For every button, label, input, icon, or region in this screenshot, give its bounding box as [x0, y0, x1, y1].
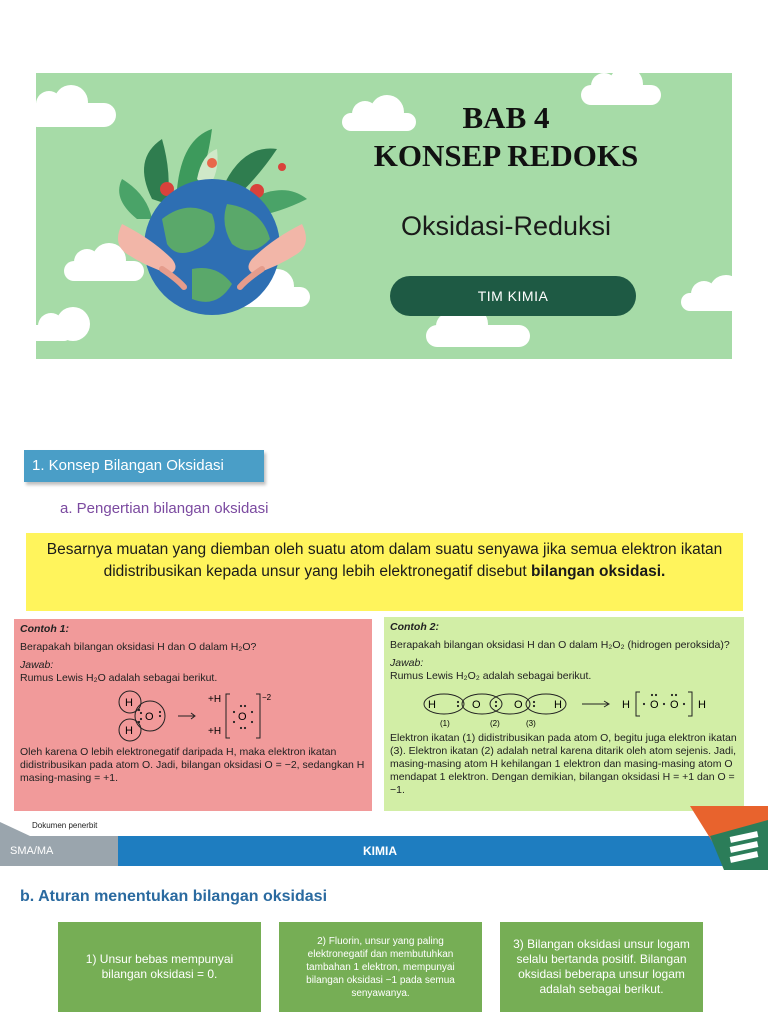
svg-text:O: O — [472, 699, 481, 711]
chapter-title — [326, 99, 686, 175]
footer-corner-decoration — [0, 812, 70, 836]
svg-text:(1): (1) — [440, 719, 450, 728]
rule-1-text: 1) Unsur bebas mempunyai bilangan oksidasi = 0. — [85, 952, 234, 981]
example-1-question: Berapakah bilangan oksidasi H dan O dalam H₂O? — [20, 641, 257, 653]
example-1-answer-label: Jawab: — [20, 659, 54, 671]
cloud-decoration — [426, 325, 530, 347]
rule-card-1 — [58, 922, 261, 1012]
example-2-answer-label: Jawab: — [390, 657, 424, 669]
example-2-answer-intro: Rumus Lewis H₂O₂ adalah sebagai berikut. — [390, 670, 592, 682]
lewis-structure-h2o2 — [414, 686, 714, 730]
example-2-question: Berapakah bilangan oksidasi H dan O dalam H₂O₂ (hidrogen peroksida)? — [390, 639, 730, 651]
svg-text:O: O — [650, 699, 659, 711]
example-1-explanation: Oleh karena O lebih elektronegatif daripada H, maka elektron ikatan didistribusikan pada atom O. Jadi, bilangan oksidasi O = −2, sedangkan H masing-masing = +1. — [20, 746, 365, 784]
svg-text:O: O — [514, 699, 523, 711]
svg-text:H: H — [125, 725, 133, 737]
svg-text:(3): (3) — [526, 719, 536, 728]
cloud-decoration — [36, 325, 72, 341]
example-2-box — [384, 617, 744, 811]
svg-text:O: O — [145, 711, 154, 723]
svg-text:H: H — [428, 699, 436, 711]
rule-card-2 — [279, 922, 482, 1012]
svg-text:H: H — [622, 699, 630, 711]
definition-text: Besarnya muatan yang diemban oleh suatu atom dalam suatu senyawa jika semua elektron ikatan didistribusikan kepada unsur yang lebih elektronegatif disebut — [46, 541, 723, 580]
subsection-a-title: a. Pengertian bilangan oksidasi — [60, 500, 269, 517]
definition-box — [26, 533, 743, 611]
rule-2-text: 2) Fluorin, unsur yang paling elektronegatif dan membutuhkan tambahan 1 elektron, mempunyai bilangan oksidasi −1 pada semua senyawanya. — [306, 935, 455, 999]
example-2-title: Contoh 2: — [390, 621, 439, 633]
chapter-subtitle: Oksidasi-Reduksi — [400, 211, 612, 241]
chapter-number: BAB 4 — [462, 100, 550, 135]
definition-term: bilangan oksidasi. — [531, 563, 666, 580]
footer-subject-label: KIMIA — [363, 844, 397, 858]
footer-level-label: SMA/MA — [10, 845, 54, 857]
example-1-title: Contoh 1: — [20, 623, 69, 635]
lewis-structure-h2o — [108, 688, 278, 744]
svg-text:O: O — [670, 699, 679, 711]
svg-text:(2): (2) — [490, 719, 500, 728]
rule-card-3 — [500, 922, 703, 1012]
example-1-answer-intro: Rumus Lewis H₂O adalah sebagai berikut. — [20, 672, 218, 684]
svg-text:−2: −2 — [262, 693, 272, 702]
publisher-logo-icon — [690, 806, 768, 870]
subsection-b-title: b. Aturan menentukan bilangan oksidasi — [20, 888, 328, 905]
section-header: 1. Konsep Bilangan Oksidasi — [24, 450, 264, 482]
earth-hands-illustration — [92, 119, 322, 319]
example-2-explanation: Elektron ikatan (1) didistribusikan pada atom O, begitu juga elektron ikatan (3). Elektron ikatan (2) adalah netral karena ditarik oleh atom sejenis. Jadi, masing-masing atom H kehilangan 1 elektron dan masing-masing atom O mendapat 1 elektron. Dengan demikian, bilangan oksidasi H = +1 dan O = −1. — [390, 732, 737, 796]
svg-text:+H: +H — [208, 726, 222, 737]
svg-text:O: O — [238, 711, 247, 723]
svg-text:+H: +H — [208, 694, 222, 705]
svg-text:H: H — [554, 699, 562, 711]
svg-text:H: H — [698, 699, 706, 711]
team-label: TIM KIMIA — [390, 276, 636, 316]
svg-text:H: H — [125, 697, 133, 709]
chapter-name: KONSEP REDOKS — [373, 138, 639, 173]
document-source-note: Dokumen penerbit — [32, 821, 98, 830]
example-1-box — [14, 619, 372, 811]
rule-3-text: 3) Bilangan oksidasi unsur logam selalu bertanda positif. Bilangan oksidasi beberapa unsur logam adalah sebagai berikut. — [513, 937, 690, 996]
title-banner — [36, 73, 732, 359]
cloud-decoration — [681, 293, 732, 311]
